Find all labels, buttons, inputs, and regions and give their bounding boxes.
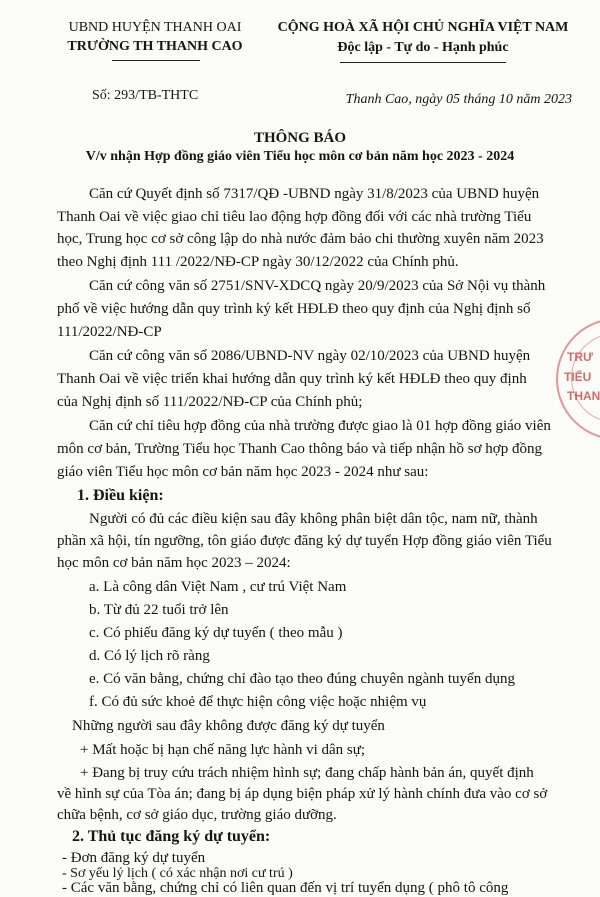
document-number: Số: 293/TB-THTC: [92, 88, 199, 103]
body-line: về hình sự của Tòa án; đang bị áp dụng biện pháp xử lý hành chính đưa vào cơ sở: [57, 786, 548, 802]
place-date: Thanh Cao, ngày 05 tháng 10 năm 2023: [345, 92, 572, 107]
document-title: THÔNG BÁO: [253, 130, 347, 146]
body-line: theo Nghị định 111 /2022/NĐ-CP ngày 30/12/2022 của Chính phủ.: [57, 254, 459, 270]
body-line: Căn cứ Quyết định số 7317/QĐ -UBND ngày 31/8/2023 của UBND huyện: [89, 186, 540, 202]
body-line: phần xã hội, tín ngưỡng, tôn giáo được đăng ký dự tuyển Hợp đồng giáo viên Tiểu: [57, 533, 552, 549]
stamp-text-1: TRƯ: [567, 350, 593, 364]
body-line: học môn cơ bản năm học 2023 – 2024:: [57, 555, 291, 571]
school-underline: [112, 60, 200, 61]
body-line: Căn cứ công văn số 2086/UBND-NV ngày 02/10/2023 của UBND huyện: [89, 348, 531, 364]
body-line: học, Trung học cơ sở công lập do nhà nước đảm bảo chi thường xuyên năm 2023: [57, 231, 544, 247]
procedure-item: - Sơ yếu lý lịch ( có xác nhận nơi cư trú ): [62, 866, 293, 881]
exclusion-item: + Mất hoặc bị hạn chế năng lực hành vi dân sự;: [80, 742, 366, 758]
body-line: của Nghị định số 111/2022/NĐ-CP của Chính phủ;: [57, 394, 363, 410]
body-line: Căn cứ công văn số 2751/SNV-XDCQ ngày 20/9/2023 của Sở Nội vụ thành: [89, 278, 546, 294]
procedure-item: - Đơn đăng ký dự tuyển: [62, 850, 206, 866]
condition-item-b: b. Từ đủ 22 tuổi trở lên: [89, 602, 229, 618]
section-heading-conditions: 1. Điều kiện:: [77, 487, 164, 504]
document-subject: V/v nhận Hợp đồng giáo viên Tiểu học môn cơ bản năm học 2023 - 2024: [85, 149, 515, 164]
condition-item-c: c. Có phiếu đăng ký dự tuyển ( theo mẫu ): [89, 625, 343, 641]
body-line: phố về việc hướng dẫn quy trình ký kết HĐLĐ theo quy định của Nghị định số: [57, 301, 531, 317]
exclusion-intro: Những người sau đây không được đăng ký dự tuyển: [72, 718, 385, 734]
stamp-text-2: TIỂU: [564, 370, 592, 384]
official-stamp: [556, 318, 600, 440]
body-line: giáo viên Tiểu học môn cơ bản năm học 2023 - 2024 như sau:: [57, 464, 429, 480]
school-name: TRƯỜNG TH THANH CAO: [67, 39, 243, 54]
body-line: Người có đủ các điều kiện sau đây không phân biệt dân tộc, nam nữ, thành: [89, 511, 538, 527]
body-line: môn cơ bản, Trường Tiểu học Thanh Cao thông báo và tiếp nhận hồ sơ hợp đồng: [57, 441, 542, 457]
national-motto: Độc lập - Tự do - Hạnh phúc: [337, 40, 509, 55]
national-title: CỘNG HOÀ XÃ HỘI CHỦ NGHĨA VIỆT NAM: [277, 20, 569, 35]
issuing-authority: UBND HUYỆN THANH OAI: [68, 20, 242, 35]
condition-item-d: d. Có lý lịch rõ ràng: [89, 648, 210, 664]
body-line: 111/2022/NĐ-CP: [57, 324, 162, 340]
stamp-text-3: THAN: [567, 389, 600, 403]
condition-item-e: e. Có văn bằng, chứng chỉ đào tạo theo đúng chuyên ngành tuyển dụng: [89, 671, 515, 687]
condition-item-f: f. Có đủ sức khoẻ để thực hiện công việc hoặc nhiệm vụ: [89, 694, 427, 710]
body-line: Thanh Oai về việc giao chỉ tiêu lao động hợp đồng đối với các nhà trường Tiểu: [57, 209, 532, 225]
section-heading-procedure: 2. Thủ tục đăng ký dự tuyển:: [72, 828, 271, 845]
condition-item-a: a. Là công dân Việt Nam , cư trú Việt Nam: [89, 579, 347, 595]
exclusion-item: + Đang bị truy cứu trách nhiệm hình sự; đang chấp hành bản án, quyết định: [80, 765, 534, 781]
motto-underline: [340, 62, 506, 63]
body-line: Căn cứ chỉ tiêu hợp đồng của nhà trường được giao là 01 hợp đồng giáo viên: [89, 418, 551, 434]
body-line: Thanh Oai về việc triển khai hướng dẫn quy trình ký kết HĐLĐ theo quy định: [57, 371, 527, 387]
procedure-item: - Các văn bằng, chứng chỉ có liên quan đến vị trí tuyển dụng ( phô tô công: [62, 880, 509, 896]
body-line: chữa bệnh, cơ sở giáo dục, trường giáo dưỡng.: [57, 807, 337, 823]
